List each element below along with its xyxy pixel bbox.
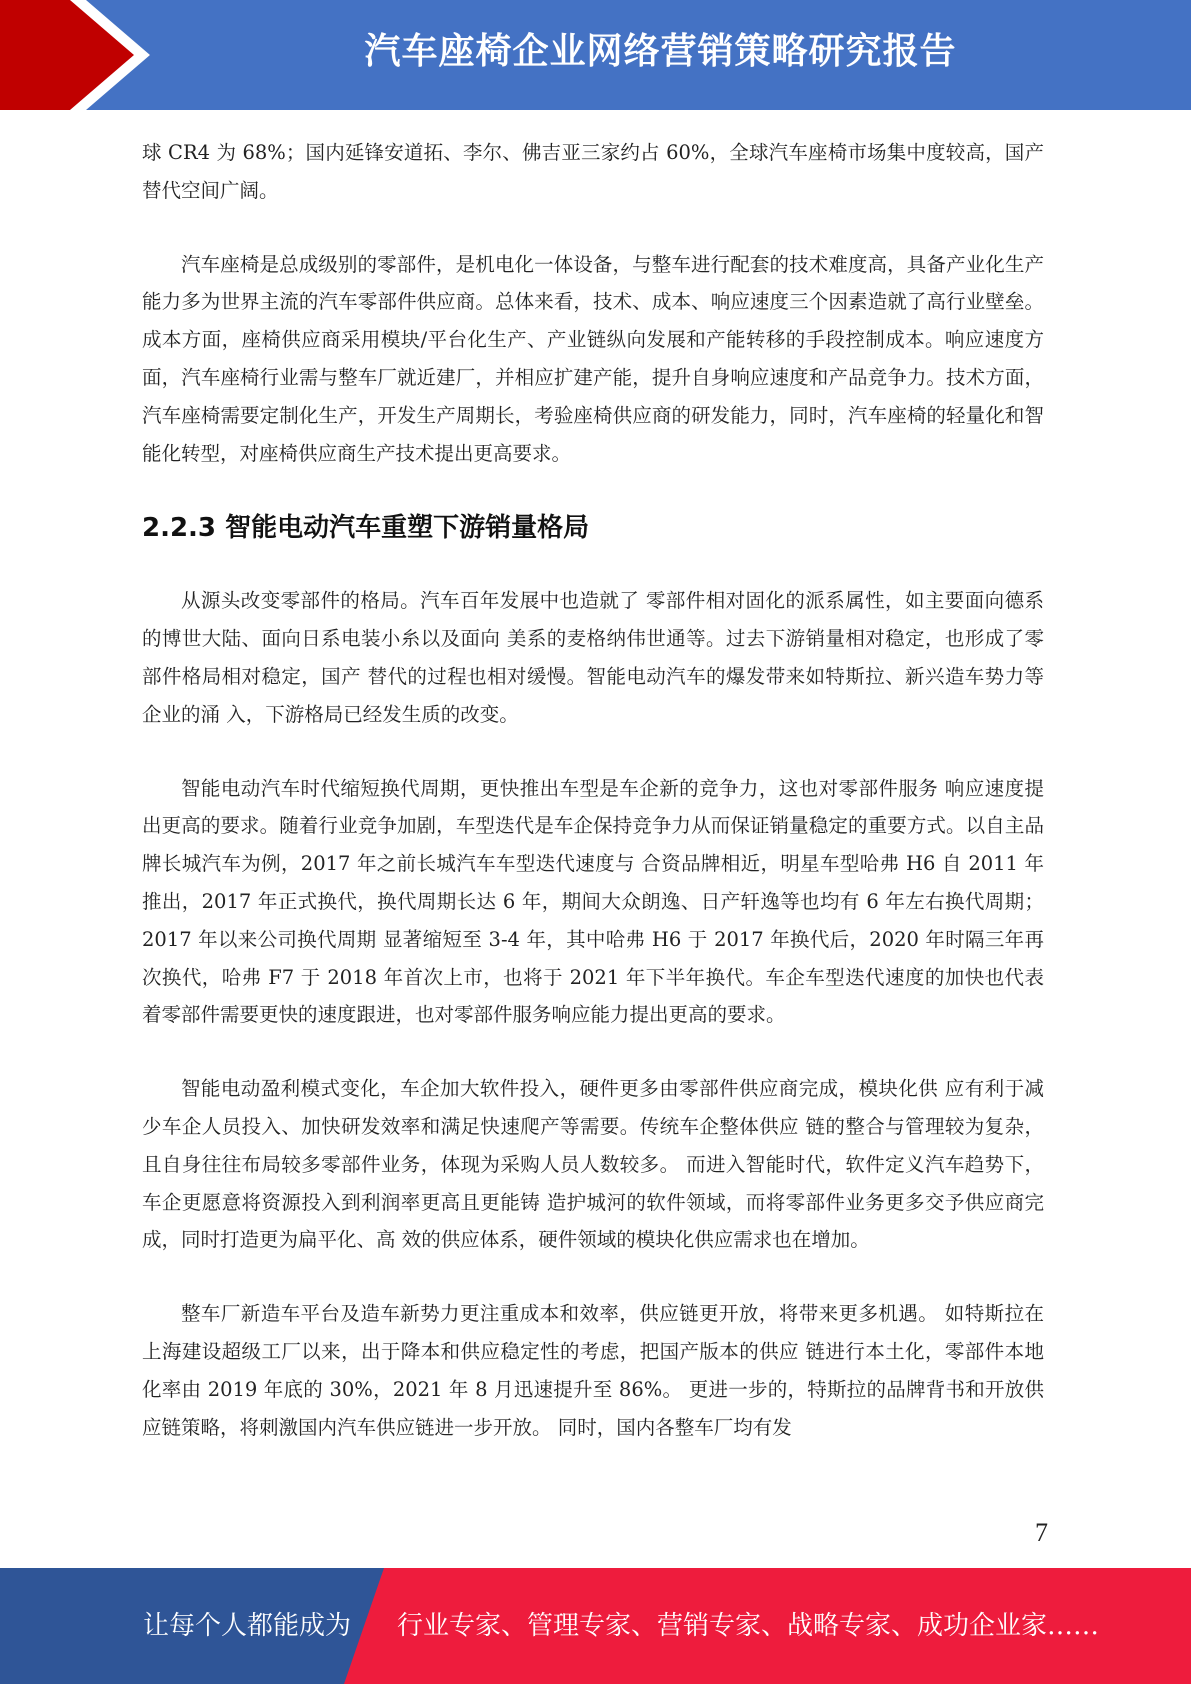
section-heading: 2.2.3 智能电动汽车重塑下游销量格局 xyxy=(142,513,590,544)
paragraph-profit-model: 智能电动盈利模式变化，车企加大软件投入，硬件更多由零部件供应商完成，模块化供 应有利于减少车企人员投入、加快研发效率和满足快速爬产等需要。传统车企整体供应 链的整合与管理较为复杂，且自身往往布局较多零部件业务，体现为采购人员人数较多。 而进入智能时代，软件定义汽车趋势下，车企更愿意将资源投入到利润率更高且更能铸 造护城河的软件领域，而将零部件业务更多交予供应商完成，同时打造更为扁平化、高 效的供应体系，硬件领域的模块化供应需求也在增加。 xyxy=(142,1077,1044,1252)
footer-slogan-right: 行业专家、管理专家、营销专家、战略专家、成功企业家…… xyxy=(397,1611,1100,1641)
page-number: 7 xyxy=(1035,1518,1048,1547)
header-banner xyxy=(0,0,1191,110)
paragraph-industry-barriers: 汽车座椅是总成级别的零部件，是机电化一体设备，与整车进行配套的技术难度高，具备产业化生产能力多为世界主流的汽车零部件供应商。总体来看，技术、成本、响应速度三个因素造就了高行业壁垒。成本方面，座椅供应商采用模块/平台化生产、产业链纵向发展和产能转移的手段控制成本。响应速度方面，汽车座椅行业需与整车厂就近建厂，并相应扩建产能，提升自身响应速度和产品竞争力。技术方面，汽车座椅需要定制化生产，开发生产周期长，考验座椅供应商的研发能力，同时，汽车座椅的轻量化和智能化转型，对座椅供应商生产技术提出更高要求。 xyxy=(142,252,1044,465)
paragraph-supply-pattern: 从源头改变零部件的格局。汽车百年发展中也造就了 零部件相对固化的派系属性，如主要面向德系的博世大陆、面向日系电装小糸以及面向 美系的麦格纳伟世通等。过去下游销量相对稳定，也形成了零部件格局相对稳定，国产 替代的过程也相对缓慢。智能电动汽车的爆发带来如特斯拉、新兴造车势力等企业的涌 入，下游格局已经发生质的改变。 xyxy=(142,589,1044,726)
report-title: 汽车座椅企业网络营销策略研究报告 xyxy=(364,31,957,72)
paragraph-model-iteration: 智能电动汽车时代缩短换代周期，更快推出车型是车企新的竞争力，这也对零部件服务 响应速度提出更高的要求。随着行业竞争加剧，车型迭代是车企保持竞争力从而保证销量稳定的重要方式。以自主品牌长城汽车为例，2017 年之前长城汽车车型迭代速度与 合资品牌相近，明星车型哈弗 H6 自 2011 年推出，2017 年正式换代，换代周期长达 6 年，期间大众朗逸、日产轩逸等也均有 6 年左右换代周期；2017 年以来公司换代周期 显著缩短至 3-4 年，其中哈弗 H6 于 2017 年换代后，2020 年时隔三年再次换代，哈弗 F7 于 2018 年首次上市，也将于 2021 年下半年换代。车企车型迭代速度的加快也代表 着零部件需要更快的速度跟进，也对零部件服务响应能力提出更高的要求。 xyxy=(142,776,1044,1027)
document-body xyxy=(142,134,1044,1482)
footer-slogan-left: 让每个人都能成为 xyxy=(143,1611,352,1641)
footer-banner xyxy=(0,1568,1191,1684)
paragraph-new-platforms: 整车厂新造车平台及造车新势力更注重成本和效率，供应链更开放，将带来更多机遇。 如特斯拉在上海建设超级工厂以来，出于降本和供应稳定性的考虑，把国产版本的供应 链进行本土化，零部件本地化率由 2019 年底的 30%，2021 年 8 月迅速提升至 86%。 更进一步的，特斯拉的品牌背书和开放供应链策略，将刺激国内汽车供应链进一步开放。 同时，国内各整车厂均有发 xyxy=(142,1302,1044,1439)
chevron-arrow-decoration xyxy=(0,0,150,110)
paragraph-market-concentration: 球 CR4 为 68%；国内延锋安道拓、李尔、佛吉亚三家约占 60%，全球汽车座椅市场集中度较高，国产替代空间广阔。 xyxy=(142,141,1044,202)
